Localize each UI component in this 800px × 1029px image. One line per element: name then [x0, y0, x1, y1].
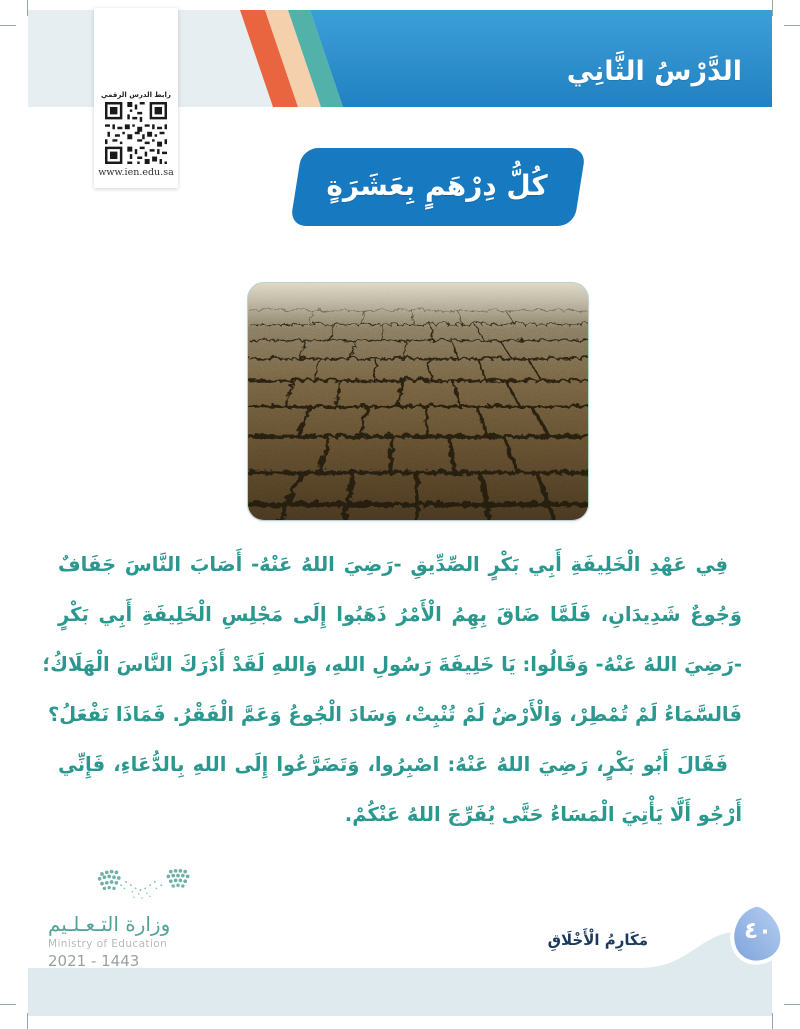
ministry-name-arabic: وزارة التـعـلـيم	[48, 912, 171, 936]
crop-mark	[784, 1004, 800, 1005]
crop-mark	[772, 0, 773, 16]
crop-mark	[784, 25, 800, 26]
qr-code-icon	[105, 102, 167, 164]
book-title: مَكَارِمُ الْأَخْلَاقِ	[547, 931, 648, 949]
qr-caption: رابط الدرس الرقمي	[101, 91, 171, 99]
crop-mark	[772, 1013, 773, 1029]
crop-mark	[0, 1004, 16, 1005]
page-number-badge	[725, 900, 791, 970]
qr-panel	[94, 8, 178, 188]
ministry-name-english: Ministry of Education	[48, 938, 168, 950]
page-number: ٤٠	[743, 918, 773, 944]
story-line: فَالسَّمَاءُ لَمْ تُمْطِرْ، وَالْأَرْضُ لَمْ تُنْبِتْ، وَسَادَ الْجُوعُ وَعَمَّ الْفَقْرُ. فَمَاذَا نَفْعَلُ؟	[47, 703, 742, 726]
cracked-earth-photo	[248, 283, 588, 520]
footer-wave-shape	[28, 925, 772, 1016]
lesson-title-banner	[286, 147, 588, 227]
cracked-earth-illustration	[248, 283, 588, 520]
ministry-logo-dots-icon	[86, 866, 190, 906]
story-line: -رَضِيَ اللهُ عَنْهُ- وَقَالُوا: يَا خَلِيفَةَ رَسُولِ اللهِ، وَاللهِ لَقَدْ أَدْرَكَ النَّاسَ الْهَلَاكُ؛	[42, 653, 742, 676]
qr-url-label: www.ien.edu.sa	[98, 167, 174, 178]
footer-wave-band	[28, 925, 772, 1016]
story-line: فِي عَهْدِ الْخَلِيفَةِ أَبِي بَكْرٍ الصِّدِّيقِ -رَضِيَ اللهُ عَنْهُ- أَصَابَ النَّاسَ جَفَافٌ	[58, 553, 728, 576]
story-line: فَقَالَ أَبُو بَكْرٍ، رَضِيَ اللهُ عَنْهُ: اصْبِرُوا، وَتَضَرَّعُوا إِلَى اللهِ بِالدُّعَاءِ، فَإِنِّي	[58, 753, 728, 776]
lesson-number-label: الدَّرْسُ الثَّانِي	[566, 56, 742, 87]
story-line: وَجُوعٌ شَدِيدَانِ، فَلَمَّا ضَاقَ بِهِمُ الْأَمْرُ ذَهَبُوا إِلَى مَجْلِسِ الْخَلِيفَةِ أَبِي بَكْرٍ	[58, 603, 742, 626]
crop-mark	[0, 25, 16, 26]
edition-years: 2021 - 1443	[48, 952, 140, 970]
lesson-title-text: كُلُّ دِرْهَمٍ بِعَشَرَةٍ	[326, 168, 548, 202]
story-text	[42, 540, 742, 840]
story-line: أَرْجُو أَلَّا يَأْتِيَ الْمَسَاءُ حَتَّى يُفَرِّجَ اللهُ عَنْكُمْ.	[344, 803, 742, 826]
